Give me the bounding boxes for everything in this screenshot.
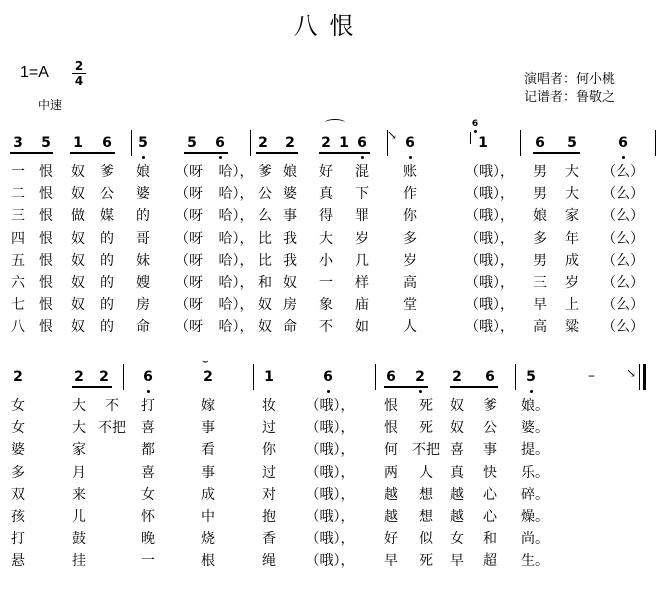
final-barline-thin: [639, 364, 640, 390]
time-signature-denominator: 4: [74, 74, 84, 88]
lyric-syllable: 奴: [71, 319, 85, 336]
eighth-underline: [384, 386, 428, 388]
lyric-syllable: 大: [565, 186, 579, 203]
lyric-syllable: 事: [283, 208, 297, 225]
lyric-syllable: 心: [483, 486, 497, 503]
time-signature-numerator: 2: [74, 59, 84, 73]
lyric-syllable: 双: [11, 486, 25, 503]
jianpu-note: 1: [478, 135, 488, 151]
lyric-syllable: 越: [450, 509, 464, 525]
lyric-syllable: （呀: [175, 208, 203, 225]
jianpu-note: 5: [526, 369, 536, 385]
lyric-syllable: （么）: [602, 230, 644, 247]
lyric-syllable: 人: [419, 464, 433, 481]
jianpu-note: 2: [13, 369, 23, 385]
lyric-syllable: 碎。: [521, 486, 549, 503]
barline: [375, 364, 376, 390]
lyric-syllable: 家: [565, 208, 579, 225]
lyric-syllable: 恨: [39, 252, 53, 269]
lyric-syllable: 不把: [98, 420, 126, 437]
lyric-syllable: 哈），: [218, 252, 254, 269]
lyric-syllable: 绳: [262, 553, 276, 570]
lyric-syllable: 生。: [521, 553, 549, 570]
lyric-syllable: 大: [319, 230, 333, 247]
lyric-syllable: 死: [419, 398, 433, 414]
lyric-syllable: 八: [11, 319, 25, 336]
lyric-syllable: 不: [319, 319, 333, 336]
lyric-syllable: 账: [403, 164, 417, 180]
lyric-syllable: （哦），: [465, 230, 514, 247]
lyric-syllable: 嫂: [136, 275, 150, 291]
lyric-syllable: 真: [319, 186, 333, 203]
lyric-syllable: 混: [355, 164, 369, 180]
lyric-syllable: 超: [483, 553, 497, 570]
lyric-syllable: （么）: [602, 186, 644, 203]
lyric-syllable: 越: [450, 486, 464, 503]
jianpu-note: 6: [618, 135, 628, 151]
lyric-syllable: 婆: [283, 186, 297, 203]
time-signature: [72, 60, 86, 87]
lyric-syllable: 人: [403, 319, 417, 336]
octave-dot: [622, 156, 625, 159]
lyric-syllable: 都: [141, 442, 155, 459]
lyric-syllable: 命: [136, 319, 150, 336]
lyric-syllable: 罪: [355, 208, 369, 225]
lyric-syllable: 岁: [355, 230, 369, 247]
lyric-syllable: 四: [11, 230, 25, 247]
lyric-syllable: （哦），: [465, 319, 514, 336]
eighth-underline: [10, 152, 53, 154]
lyric-syllable: 越: [384, 486, 398, 503]
jianpu-note: 6: [357, 135, 367, 151]
lyric-syllable: 死: [419, 553, 433, 570]
lyric-syllable: 哈），: [218, 208, 254, 225]
lyric-syllable: 事: [201, 464, 215, 481]
lyric-syllable: 打: [11, 531, 25, 548]
lyric-syllable: 下: [355, 186, 369, 203]
lyric-syllable: 婆: [11, 442, 25, 459]
lyric-syllable: （哦），: [305, 486, 355, 503]
lyric-syllable: 命: [283, 319, 297, 336]
lyric-syllable: （哦），: [465, 275, 514, 291]
lyric-syllable: 我: [283, 230, 297, 247]
lyric-syllable: 鼓: [72, 531, 86, 548]
lyric-syllable: 庙: [355, 297, 369, 314]
jianpu-note: 2: [285, 135, 295, 151]
lyric-syllable: 快: [483, 464, 497, 481]
lyric-syllable: （么）: [602, 275, 644, 291]
song-title: 八恨: [293, 12, 366, 40]
eighth-underline: [72, 386, 112, 388]
lyric-syllable: 奴: [450, 398, 464, 414]
octave-dot: [361, 156, 364, 159]
lyric-syllable: 一: [11, 164, 25, 180]
lyric-syllable: 娘: [283, 164, 297, 180]
lyric-syllable: 嫁: [201, 398, 215, 414]
jianpu-note: 6: [485, 369, 495, 385]
trill-mark: ⌣: [202, 356, 209, 367]
lyric-syllable: 年: [565, 230, 579, 247]
lyric-syllable: 哈），: [218, 230, 254, 247]
lyric-syllable: 挂: [72, 553, 86, 570]
lyric-syllable: 公: [483, 420, 497, 437]
lyric-syllable: 恨: [39, 186, 53, 203]
lyric-syllable: 作: [403, 186, 417, 203]
lyric-syllable: 六: [11, 275, 25, 291]
lyric-syllable: 成: [565, 252, 579, 269]
jianpu-note: 2: [74, 369, 84, 385]
lyric-syllable: 的: [136, 208, 150, 225]
lyric-syllable: 晚: [141, 531, 155, 548]
lyric-syllable: 婆。: [521, 420, 549, 437]
lyric-syllable: 哈），: [218, 297, 254, 314]
lyric-syllable: 五: [11, 252, 25, 269]
octave-dot: [327, 390, 330, 393]
lyric-syllable: 哥: [136, 230, 150, 247]
lyric-syllable: 根: [201, 553, 215, 570]
lyric-syllable: 孩: [11, 509, 25, 525]
lyric-syllable: 抱: [262, 509, 276, 525]
lyric-syllable: 早: [384, 553, 398, 570]
lyric-syllable: 得: [319, 208, 333, 225]
jianpu-note: 6: [323, 369, 333, 385]
lyric-syllable: （么）: [602, 252, 644, 269]
lyric-syllable: 家: [72, 442, 86, 459]
lyric-syllable: 何: [384, 442, 398, 459]
lyric-syllable: 爹: [100, 164, 114, 180]
lyric-syllable: 多: [533, 230, 547, 247]
key-signature: 1=A: [20, 64, 49, 81]
lyric-syllable: 喜: [141, 464, 155, 481]
jianpu-note: 3: [13, 135, 23, 151]
eighth-underline: [184, 152, 228, 154]
lyric-syllable: 心: [483, 509, 497, 525]
octave-dot: [419, 390, 422, 393]
lyric-syllable: 如: [355, 319, 369, 336]
lyric-syllable: （哦），: [465, 252, 514, 269]
lyric-syllable: 奴: [71, 186, 85, 203]
octave-dot: [219, 156, 222, 159]
lyric-syllable: 想: [419, 486, 433, 503]
lyric-syllable: 比: [258, 252, 272, 269]
lyric-syllable: 看: [201, 442, 215, 459]
lyric-syllable: 高: [403, 275, 417, 291]
octave-dot: [142, 156, 145, 159]
lyric-syllable: 想: [419, 509, 433, 525]
lyric-syllable: （呀: [175, 297, 203, 314]
singer-credit: 演唱者：何小桃: [524, 72, 616, 87]
grace-note: 6: [471, 119, 479, 129]
eighth-underline: [256, 152, 298, 154]
lyric-syllable: （么）: [602, 319, 644, 336]
lyric-syllable: 早: [533, 297, 547, 314]
lyric-syllable: 奴: [258, 297, 272, 314]
eighth-underline: [319, 152, 370, 154]
slide-mark: ↘: [626, 366, 637, 380]
lyric-syllable: 么: [258, 208, 272, 225]
jianpu-note: 2: [203, 369, 213, 385]
barline: [515, 364, 516, 390]
lyric-syllable: （哦），: [465, 164, 514, 180]
lyric-syllable: 香: [262, 531, 276, 548]
lyric-syllable: 过: [262, 420, 276, 437]
lyric-syllable: 燥。: [521, 509, 549, 525]
jianpu-note: 2: [99, 369, 109, 385]
lyric-syllable: 多: [403, 230, 417, 247]
lyric-syllable: 一: [319, 275, 333, 291]
lyric-syllable: 二: [11, 186, 25, 203]
lyric-syllable: 奴: [283, 275, 297, 291]
lyric-syllable: 月: [72, 464, 86, 481]
lyric-syllable: 事: [483, 442, 497, 459]
lyric-syllable: 房: [283, 297, 297, 314]
lyric-syllable: 公: [100, 186, 114, 203]
lyric-syllable: 奴: [71, 252, 85, 269]
lyric-syllable: 成: [201, 486, 215, 503]
lyric-syllable: （呀: [175, 164, 203, 180]
octave-dot: [409, 156, 412, 159]
lyric-syllable: 儿: [72, 509, 86, 525]
tempo-marking: 中速: [38, 98, 63, 112]
lyric-syllable: 真: [450, 464, 464, 481]
lyric-syllable: 哈），: [218, 186, 254, 203]
jianpu-note: 5: [187, 135, 197, 151]
lyric-syllable: 对: [262, 486, 276, 503]
grace-slur: [470, 132, 477, 144]
lyric-syllable: （么）: [602, 208, 644, 225]
lyric-syllable: 女: [11, 398, 25, 414]
dash-extension: –: [588, 368, 595, 384]
lyric-syllable: 恨: [39, 319, 53, 336]
lyric-syllable: 提。: [521, 442, 549, 459]
lyric-syllable: （哦），: [465, 208, 514, 225]
jianpu-note: 6: [143, 369, 153, 385]
lyric-syllable: （哦），: [465, 297, 514, 314]
lyric-syllable: 好: [319, 164, 333, 180]
lyric-syllable: 女: [11, 420, 25, 437]
jianpu-note: 2: [258, 135, 268, 151]
lyric-syllable: 我: [283, 252, 297, 269]
lyric-syllable: 打: [141, 398, 155, 414]
lyric-syllable: 奴: [71, 230, 85, 247]
jianpu-note: 1: [264, 369, 274, 385]
lyric-syllable: 你: [262, 442, 276, 459]
lyric-syllable: 娘: [136, 164, 150, 180]
lyric-syllable: 来: [72, 486, 86, 503]
lyric-syllable: 房: [136, 297, 150, 314]
lyric-syllable: 死: [419, 420, 433, 437]
lyric-syllable: （哦），: [305, 442, 355, 459]
barline: [655, 130, 656, 156]
lyric-syllable: 妆: [262, 398, 276, 414]
lyric-syllable: 三: [11, 208, 25, 225]
octave-dot: [530, 390, 533, 393]
lyric-syllable: 高: [533, 319, 547, 336]
lyric-syllable: 象: [319, 297, 333, 314]
lyric-syllable: （呀: [175, 186, 203, 203]
lyric-syllable: 奴: [71, 275, 85, 291]
lyric-syllable: 媒: [100, 208, 114, 225]
lyric-syllable: 比: [258, 230, 272, 247]
lyric-syllable: 你: [403, 208, 417, 225]
lyric-syllable: 的: [100, 275, 114, 291]
lyric-syllable: 爹: [258, 164, 272, 180]
lyric-syllable: 过: [262, 464, 276, 481]
lyric-syllable: 三: [533, 275, 547, 291]
lyric-syllable: 大: [72, 398, 86, 414]
jianpu-note: 6: [386, 369, 396, 385]
lyric-syllable: （哦），: [305, 509, 355, 525]
lyric-syllable: 的: [100, 230, 114, 247]
lyric-syllable: （呀: [175, 275, 203, 291]
lyric-syllable: 一: [141, 553, 155, 570]
lyric-syllable: 烧: [201, 531, 215, 548]
jianpu-note: 6: [535, 135, 545, 151]
lyric-syllable: 大: [72, 420, 86, 437]
lyric-syllable: （哦），: [305, 464, 355, 481]
lyric-syllable: 恨: [39, 208, 53, 225]
lyric-syllable: 女: [141, 486, 155, 503]
jianpu-note: 1: [339, 135, 349, 151]
lyric-syllable: 奴: [71, 164, 85, 180]
lyric-syllable: 和: [258, 275, 272, 291]
lyric-syllable: 怀: [141, 509, 155, 525]
eighth-underline: [450, 386, 498, 388]
lyric-syllable: 乐。: [521, 464, 549, 481]
lyric-syllable: 好: [384, 531, 398, 548]
lyric-syllable: 娘: [533, 208, 547, 225]
lyric-syllable: 的: [100, 319, 114, 336]
lyric-syllable: 事: [201, 420, 215, 437]
lyric-syllable: 公: [258, 186, 272, 203]
lyric-syllable: 妹: [136, 252, 150, 269]
barline: [250, 130, 251, 156]
lyric-syllable: 奴: [258, 319, 272, 336]
lyric-syllable: 男: [533, 252, 547, 269]
lyric-syllable: （哦），: [305, 420, 355, 437]
lyric-syllable: 恨: [384, 420, 398, 437]
lyric-syllable: 中: [201, 509, 215, 525]
lyric-syllable: 堂: [403, 297, 417, 314]
eighth-underline: [70, 152, 115, 154]
lyric-syllable: （呀: [175, 252, 203, 269]
barline: [520, 130, 521, 156]
octave-dot: [147, 390, 150, 393]
jianpu-note: 6: [405, 135, 415, 151]
lyric-syllable: 喜: [141, 420, 155, 437]
jianpu-note: 5: [41, 135, 51, 151]
lyric-syllable: （哦），: [465, 186, 514, 203]
lyric-syllable: 娘。: [521, 398, 549, 414]
lyric-syllable: 悬: [11, 553, 25, 570]
lyric-syllable: 越: [384, 509, 398, 525]
final-barline: [643, 364, 646, 390]
lyric-syllable: 大: [565, 164, 579, 180]
slide-mark: ↘: [387, 128, 398, 142]
lyric-syllable: 不: [105, 398, 119, 414]
lyric-syllable: 男: [533, 186, 547, 203]
slur-mark: [325, 119, 345, 126]
jianpu-note: 2: [415, 369, 425, 385]
barline: [131, 130, 132, 156]
lyric-syllable: 的: [100, 252, 114, 269]
jianpu-note: 5: [138, 135, 148, 151]
lyric-syllable: 爹: [483, 398, 497, 414]
lyric-syllable: 和: [483, 531, 497, 548]
lyric-syllable: 奴: [71, 297, 85, 314]
lyric-syllable: 上: [565, 297, 579, 314]
lyric-syllable: 奴: [450, 420, 464, 437]
lyric-syllable: 婆: [136, 186, 150, 203]
lyric-syllable: 多: [11, 464, 25, 481]
lyric-syllable: 恨: [39, 230, 53, 247]
jianpu-note: 6: [102, 135, 112, 151]
lyric-syllable: 两: [384, 464, 398, 481]
lyric-syllable: 岁: [403, 252, 417, 269]
lyric-syllable: 样: [355, 275, 369, 291]
lyric-syllable: 不把: [412, 442, 440, 459]
lyric-syllable: （么）: [602, 164, 644, 180]
eighth-underline: [533, 152, 580, 154]
barline: [253, 364, 254, 390]
lyric-syllable: 女: [450, 531, 464, 548]
lyric-syllable: （哦），: [305, 553, 355, 570]
lyric-syllable: （呀: [175, 230, 203, 247]
lyric-syllable: （哦），: [305, 398, 355, 414]
jianpu-note: 2: [452, 369, 462, 385]
lyric-syllable: 小: [319, 252, 333, 269]
barline: [123, 364, 124, 390]
lyric-syllable: 尚。: [521, 531, 549, 548]
lyric-syllable: 似: [419, 531, 433, 548]
lyric-syllable: 恨: [39, 275, 53, 291]
lyric-syllable: 的: [100, 297, 114, 314]
jianpu-note: 2: [321, 135, 331, 151]
lyric-syllable: 做: [71, 208, 85, 225]
transcriber-credit: 记谱者：鲁敬之: [524, 90, 616, 105]
lyric-syllable: 恨: [39, 297, 53, 314]
lyric-syllable: 恨: [384, 398, 398, 414]
jianpu-note: 6: [215, 135, 225, 151]
lyric-syllable: （哦），: [305, 531, 355, 548]
lyric-syllable: 几: [355, 252, 369, 269]
lyric-syllable: 岁: [565, 275, 579, 291]
lyric-syllable: （么）: [602, 297, 644, 314]
jianpu-note: 1: [73, 135, 83, 151]
lyric-syllable: 哈），: [218, 275, 254, 291]
jianpu-note: 5: [567, 135, 577, 151]
lyric-syllable: 粱: [565, 319, 579, 336]
lyric-syllable: 早: [450, 553, 464, 570]
lyric-syllable: 哈），: [218, 164, 254, 180]
lyric-syllable: （呀: [175, 319, 203, 336]
lyric-syllable: 哈），: [218, 319, 254, 336]
lyric-syllable: 七: [11, 297, 25, 314]
lyric-syllable: 男: [533, 164, 547, 180]
lyric-syllable: 喜: [450, 442, 464, 459]
lyric-syllable: 恨: [39, 164, 53, 180]
